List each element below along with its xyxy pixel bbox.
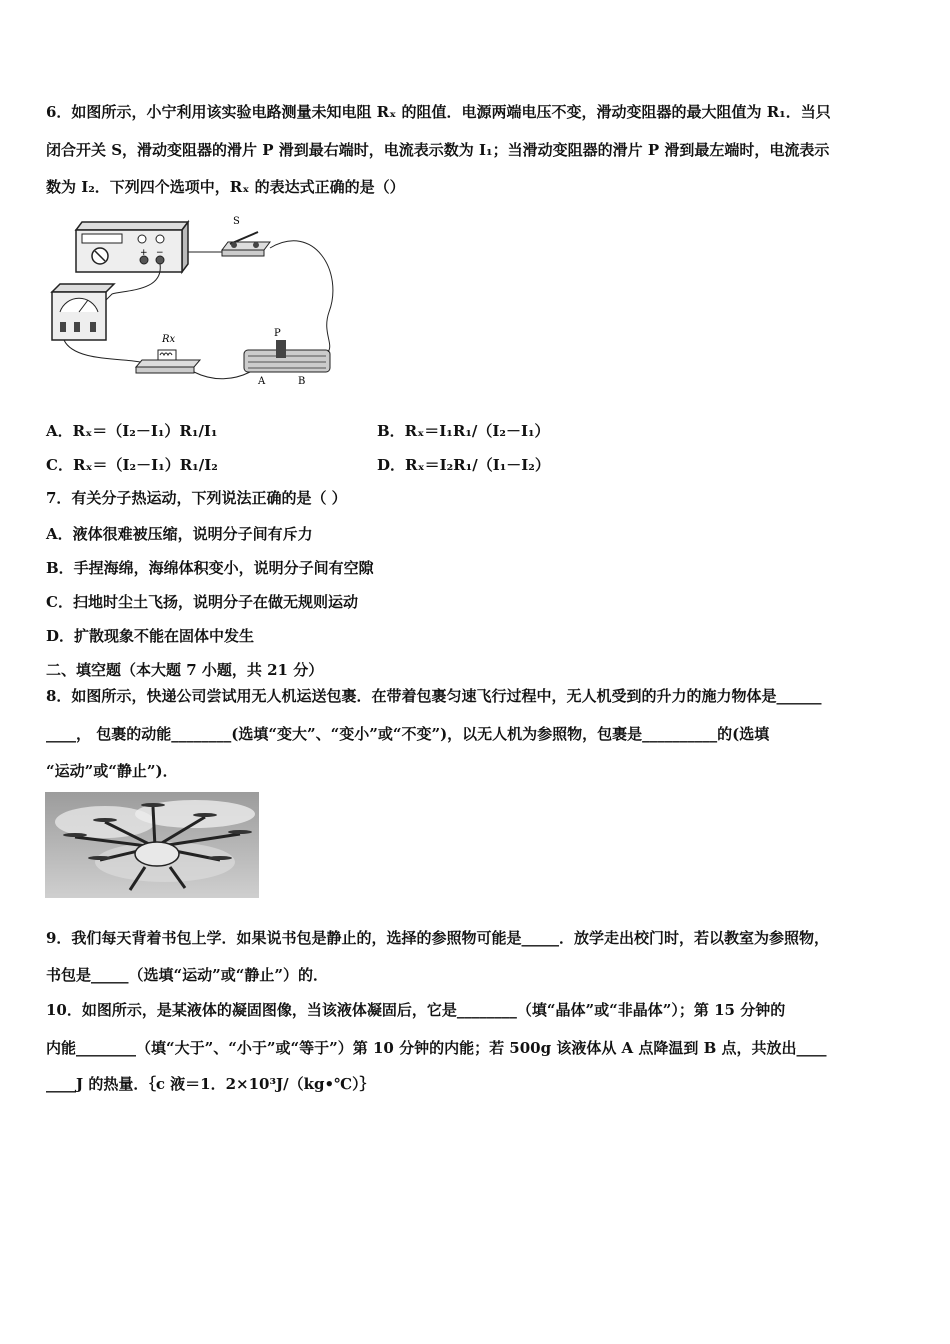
wire-resistor-to-rheostat: [194, 372, 250, 379]
switch-label: S: [233, 216, 240, 227]
q9-line-1: 9．我们每天背着书包上学．如果说书包是静止的，选择的参照物可能是_____．放学走出校门时，若以教室为参照物，: [46, 929, 829, 947]
slider-label: P: [274, 328, 281, 339]
q7-option-a: A．液体很难被压缩，说明分子间有斥力: [46, 525, 313, 543]
resistor-label: Rx: [162, 334, 176, 345]
ammeter: [52, 284, 114, 340]
q6-option-b: B．Rₓ＝I₁R₁/（I₂－I₁）: [377, 422, 550, 440]
end-b-label: B: [298, 376, 306, 387]
resistor-rx: [136, 334, 200, 373]
q8-line-3: “运动”或“静止”)．: [46, 762, 178, 780]
q6-option-c: C．Rₓ＝（I₂－I₁）R₁/I₂: [46, 456, 218, 474]
q10-line-3: ____J 的热量．｛c 液＝1．2×10³J/（kg•℃）｝: [46, 1075, 375, 1093]
q6-line-2: 闭合开关 S，滑动变阻器的滑片 P 滑到最右端时，电流表示数为 I₁；当滑动变阻器的滑片 P 滑到最左端时，电流表示: [46, 141, 830, 159]
q7-option-d: D．扩散现象不能在固体中发生: [46, 627, 255, 645]
q8-line-2: ____， 包裹的动能________(选填“变大”、“变小”或“不变”)，以无人机为参照物，包裹是__________的(选填: [46, 725, 770, 743]
q7-option-c: C．扫地时尘土飞扬，说明分子在做无规则运动: [46, 593, 358, 611]
q8-line-1: 8．如图所示，快递公司尝试用无人机运送包裹．在带着包裹匀速飞行过程中，无人机受到的升力的施力物体是______: [46, 687, 822, 705]
q9-line-2: 书包是_____（选填“运动”或“静止”）的．: [46, 966, 329, 984]
svg-text:−: −: [156, 248, 164, 258]
drone-photo: [45, 792, 259, 898]
q7-option-b: B．手捏海绵，海绵体积变小，说明分子间有空隙: [46, 559, 374, 577]
section-heading: 二、填空题（本大题 7 小题，共 21 分）: [46, 661, 324, 679]
switch: [222, 216, 270, 256]
power-supply: [76, 222, 188, 272]
svg-text:+: +: [140, 248, 148, 258]
q6-option-a: A．Rₓ＝（I₂－I₁）R₁/I₁: [46, 422, 218, 440]
q6-line-1: 6．如图所示，小宁利用该实验电路测量未知电阻 Rₓ 的阻值．电源两端电压不变，滑动变阻器的最大阻值为 R₁．当只: [46, 103, 831, 121]
q10-line-2: 内能________（填“大于”、“小于”或“等于”）第 10 分钟的内能；若 500g 该液体从 A 点降温到 B 点，共放出____: [46, 1039, 827, 1057]
q7-stem: 7．有关分子热运动，下列说法正确的是（ ）: [46, 489, 347, 507]
q6-option-d: D．Rₓ＝I₂R₁/（I₁－I₂）: [377, 456, 550, 474]
q10-line-1: 10．如图所示，是某液体的凝固图像，当该液体凝固后，它是________（填“晶体”或“非晶体”）；第 15 分钟的: [46, 1001, 786, 1019]
end-a-label: A: [258, 376, 266, 387]
circuit-figure: [44, 212, 344, 390]
wire-ammeter-to-resistor: [64, 340, 140, 362]
q6-line-3: 数为 I₂．下列四个选项中，Rₓ 的表达式正确的是（）: [46, 178, 405, 196]
rheostat: [244, 328, 330, 387]
